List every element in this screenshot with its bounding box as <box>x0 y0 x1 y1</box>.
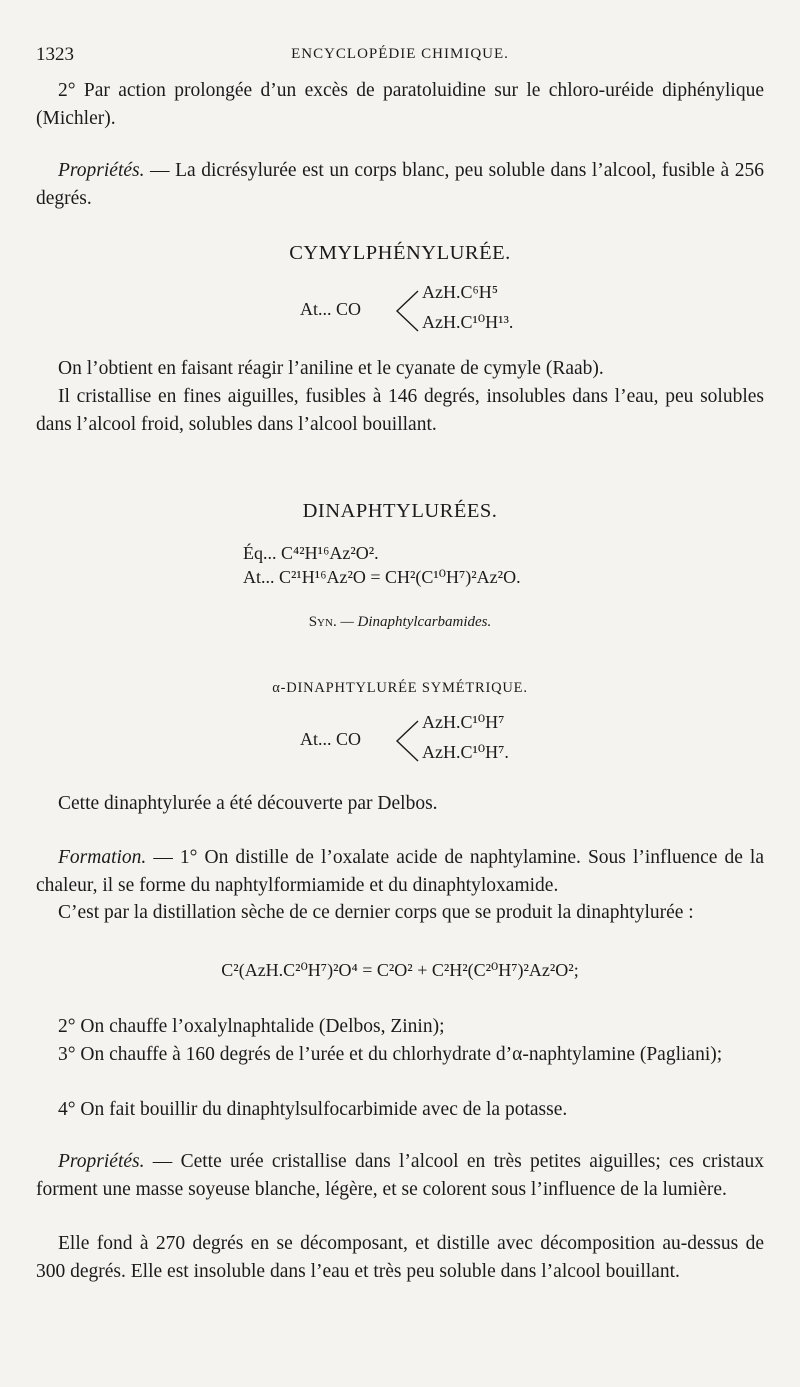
bracket-icon <box>394 288 420 334</box>
formula-radical-1: AzH.C¹⁰H⁷ <box>422 712 505 732</box>
formula-at: At... CO <box>300 299 362 319</box>
paragraph-text: — 1° On distille de l’oxalate acide de naphtylamine. Sous l’influence de la chaleur, il se forme du naphtylformiamide et du dinaphtyloxamide. <box>36 847 764 896</box>
section-label: Propriétés. <box>58 160 145 181</box>
synonym-text: — Dinaphtylcarbamides. <box>336 614 492 630</box>
paragraph-12: Elle fond à 270 degrés en se décomposant, et distille avec décomposition au-dessus de 300 degrés. Elle est insoluble dans l’eau et très peu soluble dans l’alcool bouillant. <box>36 1233 764 1282</box>
formula-eq: Éq... C⁴²H¹⁶Az²O². <box>243 543 379 563</box>
synonym-label: Syn. <box>308 614 337 630</box>
paragraph-11 <box>36 1148 764 1203</box>
paragraph-9: 3° On chauffe à 160 degrés de l’urée et du chlorhydrate d’α-naphtylamine (Pagliani); <box>58 1044 723 1065</box>
paragraph-3: On l’obtient en faisant réagir l’aniline et le cyanate de cymyle (Raab). <box>58 358 604 379</box>
paragraph-text: — La dicrésylurée est un corps blanc, peu soluble dans l’alcool, fusible à 256 degrés. <box>36 160 764 209</box>
formula-at-dinaphtyl: At... C²¹H¹⁶Az²O = CH²(C¹⁰H⁷)²Az²O. <box>243 567 521 587</box>
formula-radical-1: AzH.C⁶H⁵ <box>422 282 499 302</box>
formula-radical-2: AzH.C¹⁰H⁷. <box>422 742 509 762</box>
bracket-icon <box>394 718 420 764</box>
running-title: ENCYCLOPÉDIE CHIMIQUE. <box>291 46 509 62</box>
synonym-line <box>0 614 800 631</box>
paragraph-2 <box>36 157 764 212</box>
heading-alpha-dinaphtyluree: α-DINAPHTYLURÉE SYMÉTRIQUE. <box>272 680 528 696</box>
formula-cymylphenyluree <box>300 282 560 342</box>
section-label: Formation. <box>58 847 147 868</box>
paragraph-4: Il cristallise en fines aiguilles, fusibles à 146 degrés, insolubles dans l’eau, peu solubles dans l’alcool froid, solubles dans l’alcool bouillant. <box>36 386 764 435</box>
equation-1: C²(AzH.C²⁰H⁷)²O⁴ = C²O² + C²H²(C²⁰H⁷)²Az²O²; <box>221 960 579 980</box>
section-label: Propriétés. <box>58 1151 145 1172</box>
paragraph-8: 2° On chauffe l’oxalylnaphtalide (Delbos, Zinin); <box>58 1016 445 1037</box>
heading-cymylphenyluree: CYMYLPHÉNYLURÉE. <box>289 242 511 264</box>
paragraph-text: — Cette urée cristallise dans l’alcool en très petites aiguilles; ces cristaux forment une masse soyeuse blanche, légère, et se colorent sous l’influence de la lumière. <box>36 1151 764 1200</box>
paragraph-6 <box>36 844 764 899</box>
paragraph-7: C’est par la distillation sèche de ce dernier corps que se produit la dinaphtylurée : <box>58 902 694 923</box>
paragraph-10: 4° On fait bouillir du dinaphtylsulfocarbimide avec de la potasse. <box>58 1099 568 1120</box>
paragraph-1: 2° Par action prolongée d’un excès de paratoluidine sur le chloro-uréide diphénylique (Michler). <box>36 80 764 129</box>
page-number: 1323 <box>36 44 74 65</box>
heading-dinaphtylurees: DINAPHTYLURÉES. <box>302 500 498 522</box>
formula-at: At... CO <box>300 729 362 749</box>
formula-radical-2: AzH.C¹⁰H¹³. <box>422 312 514 332</box>
paragraph-5: Cette dinaphtylurée a été découverte par Delbos. <box>58 793 438 814</box>
formula-alpha-dinaphtyluree <box>300 712 560 772</box>
page-header <box>36 44 764 68</box>
